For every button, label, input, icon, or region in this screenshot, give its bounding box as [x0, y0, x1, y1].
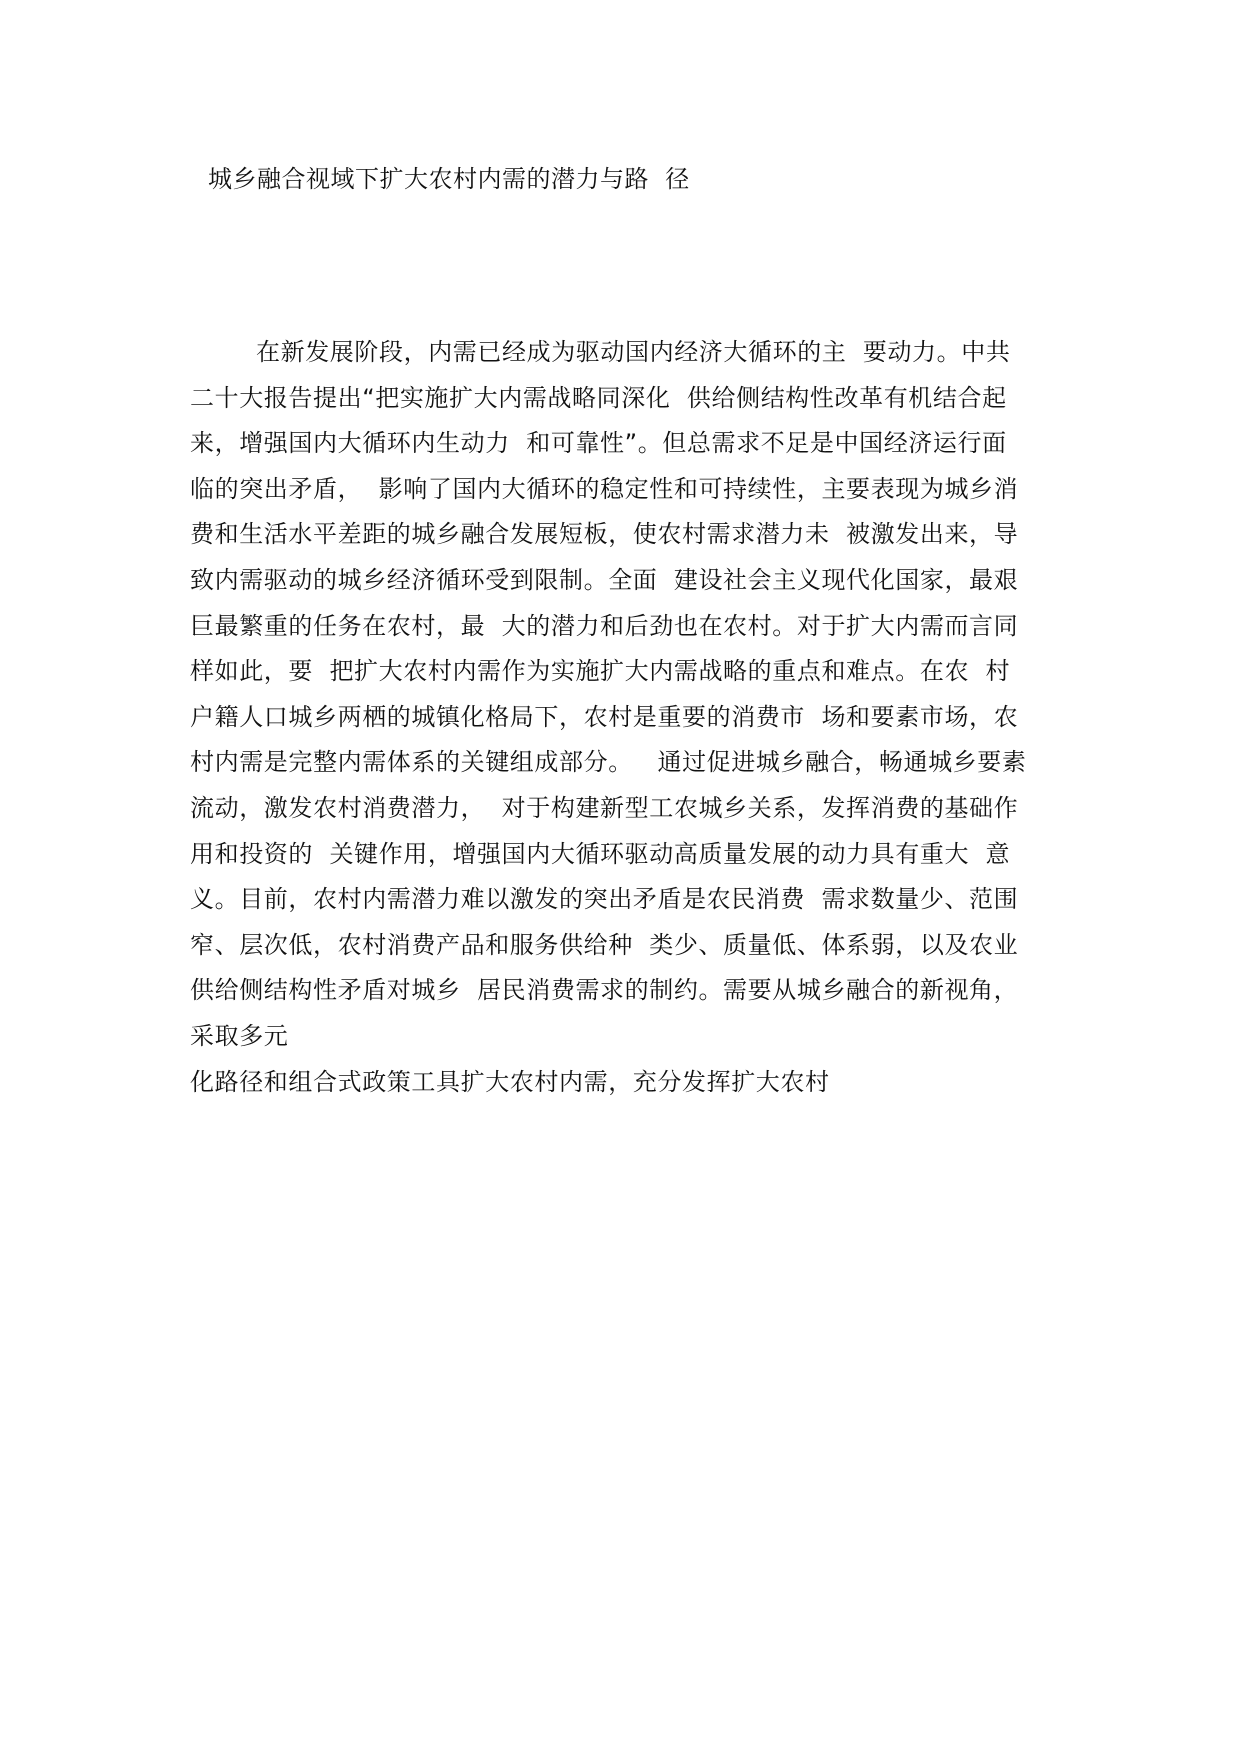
- document-body: [190, 330, 1070, 1105]
- body-line-12: 用和投资的 关键作用，增强国内大循环驱动高质量发展的动力具有重大 意: [190, 839, 1011, 868]
- body-line-13: 义。目前，农村内需潜力难以激发的突出矛盾是农民消费 需求数量少、范围: [190, 885, 1019, 914]
- body-line-14: 窄、层次低，农村消费产品和服务供给种 类少、质量低、体系弱，以及农业: [190, 930, 1019, 959]
- body-line-8: 样如此，要 把扩大农村内需作为实施扩大内需战略的重点和难点。在农 村: [190, 657, 1011, 686]
- body-line-9: 户籍人口城乡两栖的城镇化格局下，农村是重要的消费市 场和要素市场，农: [190, 702, 1019, 731]
- body-line-16: 采取多元: [190, 1021, 289, 1050]
- body-line-15: 供给侧结构性矛盾对城乡 居民消费需求的制约。需要从城乡融合的新视角，: [190, 976, 1019, 1005]
- body-line-7: 巨最繁重的任务在农村，最 大的潜力和后劲也在农村。对于扩大内需而言同: [190, 611, 1019, 640]
- body-line-2: 二十大报告提出“把实施扩大内需战略同深化 供给侧结构性改革有机结合起: [190, 383, 1007, 412]
- body-line-3: 来，增强国内大循环内生动力 和可靠性”。但总需求不足是中国经济运行面: [190, 429, 1007, 458]
- document-title: 城乡融合视域下扩大农村内需的潜力与路 径: [208, 165, 690, 193]
- body-line-11: 流动，激发农村消费潜力， 对于构建新型工农城乡关系，发挥消费的基础作: [190, 793, 1019, 822]
- body-line-4: 临的突出矛盾， 影响了国内大循环的稳定性和可持续性，主要表现为城乡消: [190, 474, 1019, 503]
- body-line-6: 致内需驱动的城乡经济循环受到限制。全面 建设社会主义现代化国家，最艰: [190, 565, 1019, 594]
- body-line-1: 在新发展阶段，内需已经成为驱动国内经济大循环的主 要动力。中共: [256, 338, 1011, 366]
- body-line-10: 村内需是完整内需体系的关键组成部分。 通过促进城乡融合，畅通城乡要素: [190, 748, 1027, 777]
- body-line-17: 化路径和组合式政策工具扩大农村内需，充分发挥扩大农村: [190, 1067, 830, 1096]
- body-line-5: 费和生活水平差距的城乡融合发展短板，使农村需求潜力未 被激发出来，导: [190, 520, 1019, 549]
